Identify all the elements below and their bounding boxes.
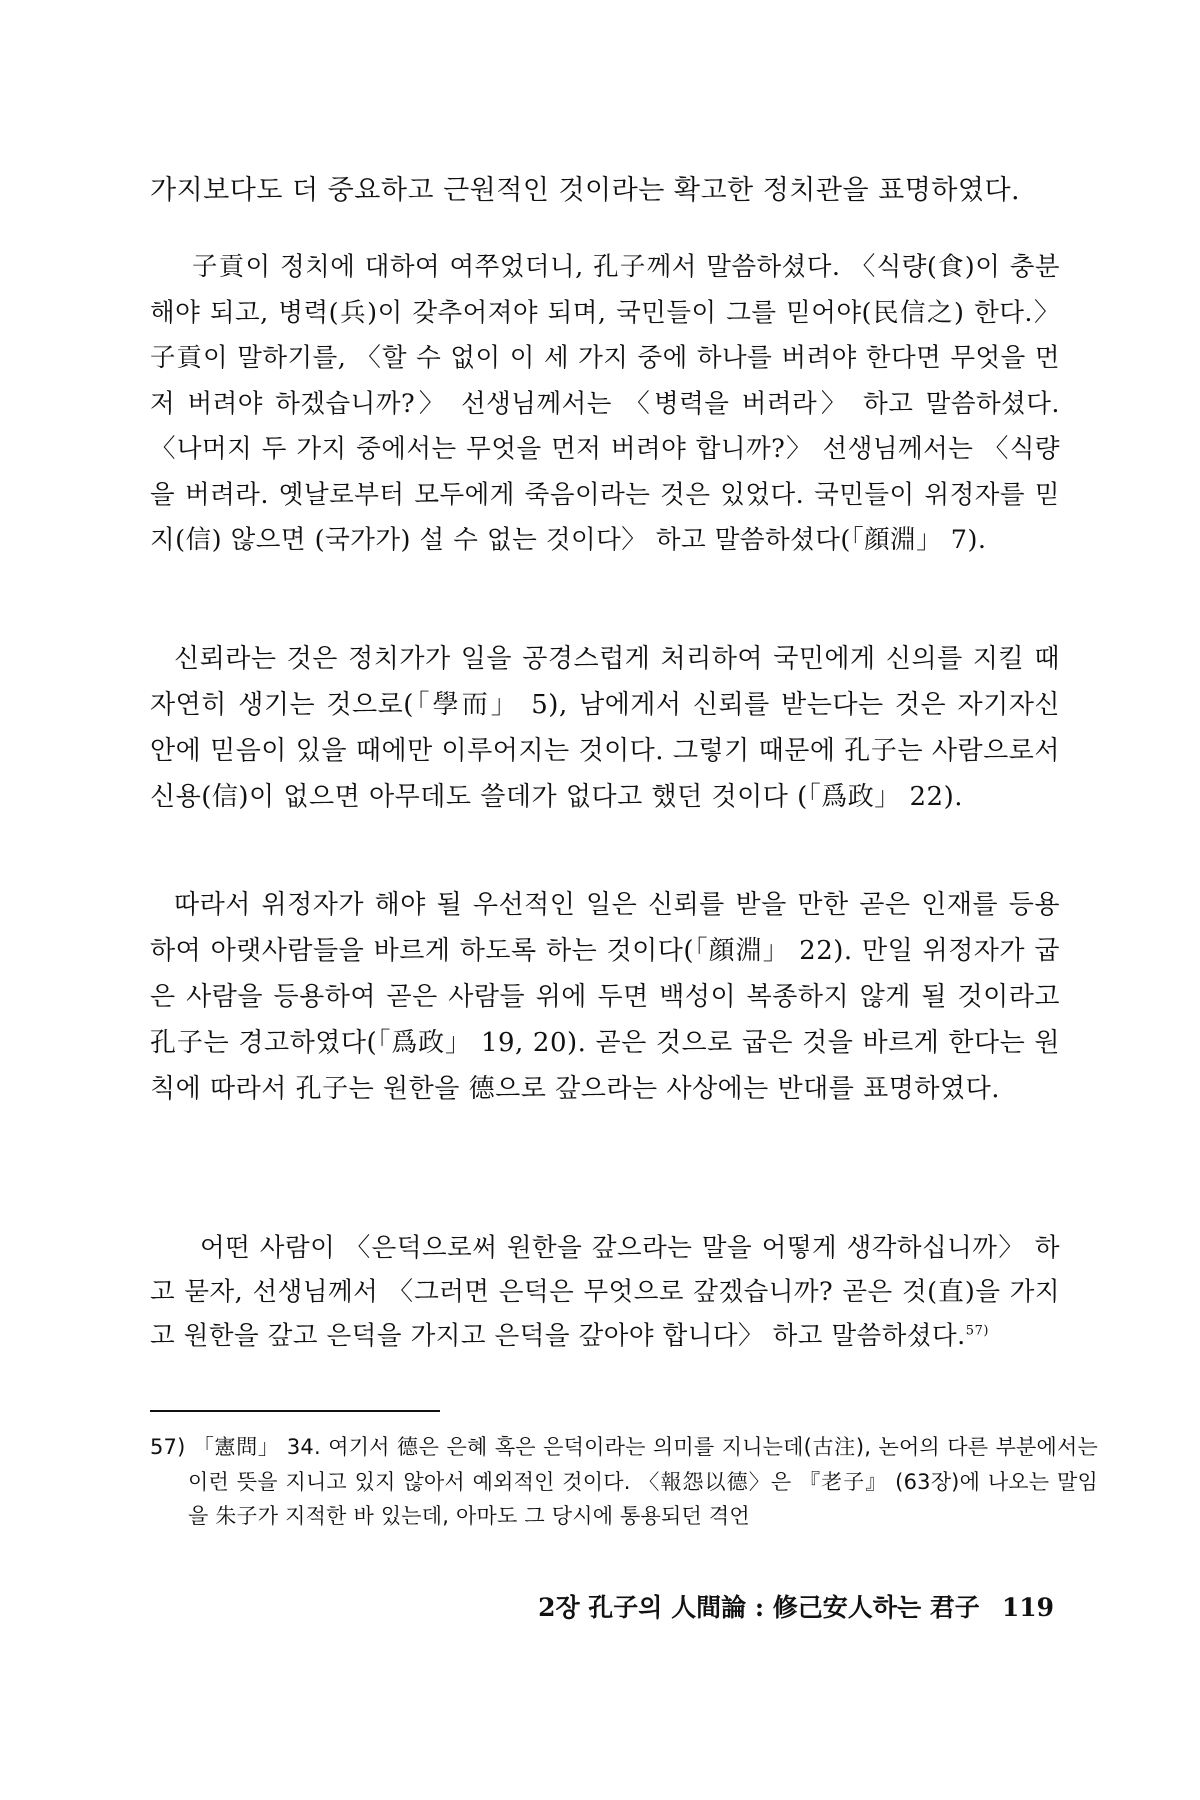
quote-zigong: 子貢이 정치에 대하여 여쭈었더니, 孔子께서 말씀하셨다. 〈식량(食)이 충분해야 되고, 병력(兵)이 갖추어져야 되며, 국민들이 그를 믿어야(民信之) 한다.〉 子貢이 말하기를, 〈할 수 없이 이 세 가지 중에 하나를 버려야 한다면 무엇을 먼저 버려야 하겠습니까?〉 선생님께서는 〈병력을 버려라〉 하고 말씀하셨다. 〈나머지 두 가지 중에서는 무엇을 먼저 버려야 합니까?〉 선생님께서는 〈식량을 버려라. 옛날로부터 모두에게 죽음이라는 것은 있었다. 국민들이 위정자를 믿지(信) 않으면 (국가가) 설 수 없는 것이다〉 하고 말씀하셨다(「顔淵」 7). <box>150 252 1060 555</box>
paragraph-trust: 신뢰라는 것은 정치가가 일을 공경스럽게 처리하여 국민에게 신의를 지킬 때 자연히 생기는 것으로(「學而」 5), 남에게서 신뢰를 받는다는 것은 자기자신 안에 믿음이 있을 때에만 이루어지는 것이다. 그렇기 때문에 孔子는 사람으로서 신용(信)이 없으면 아무데도 쓸데가 없다고 했던 것이다 (「爲政」 22). <box>150 644 1060 812</box>
footnote-57: 57) 「憲問」 34. 여기서 德은 은혜 혹은 은덕이라는 의미를 지니는데(古注), 논어의 다른 부분에서는 이런 뜻을 지니고 있지 않아서 예외적인 것이다. 〈報怨以德〉은 『老子』 (63장)에 나오는 말임을 朱子가 지적한 바 있는데, 아마도 그 당시에 통용되던 격언 <box>150 1435 1098 1528</box>
paragraph-upright-officials: 따라서 위정자가 해야 될 우선적인 일은 신뢰를 받을 만한 곧은 인재를 등용하여 아랫사람들을 바르게 하도록 하는 것이다(「顔淵」 22). 만일 위정자가 굽은 사람을 등용하여 곧은 사람들 위에 두면 백성이 복종하지 않게 될 것이라고 孔子는 경고하였다(「爲政」 19, 20). 곧은 것으로 굽은 것을 바르게 한다는 원칙에 따라서 孔子는 원한을 德으로 갚으라는 사상에는 반대를 표명하였다. <box>150 890 1060 1104</box>
quote-virtue-text: 어떤 사람이 〈은덕으로써 원한을 갚으라는 말을 어떻게 생각하십니까〉 하고 묻자, 선생님께서 〈그러면 은덕은 무엇으로 갚겠습니까? 곧은 것(直)을 가지고 원한을 갚고 은덕을 가지고 은덕을 갚아야 합니다〉 하고 말씀하셨다. <box>150 1233 1060 1351</box>
running-footer <box>538 1588 1054 1624</box>
quote-virtue <box>150 1226 1060 1358</box>
intro-paragraph: 가지보다도 더 중요하고 근원적인 것이라는 확고한 정치관을 표명하였다. <box>150 175 1021 206</box>
footnote-reference[interactable]: 57) <box>965 1323 989 1339</box>
page-number: 119 <box>1001 1593 1054 1622</box>
chapter-title: 2장 孔子의 人間論 : 修己安人하는 君子 <box>538 1593 980 1622</box>
footnote-divider <box>150 1410 440 1412</box>
